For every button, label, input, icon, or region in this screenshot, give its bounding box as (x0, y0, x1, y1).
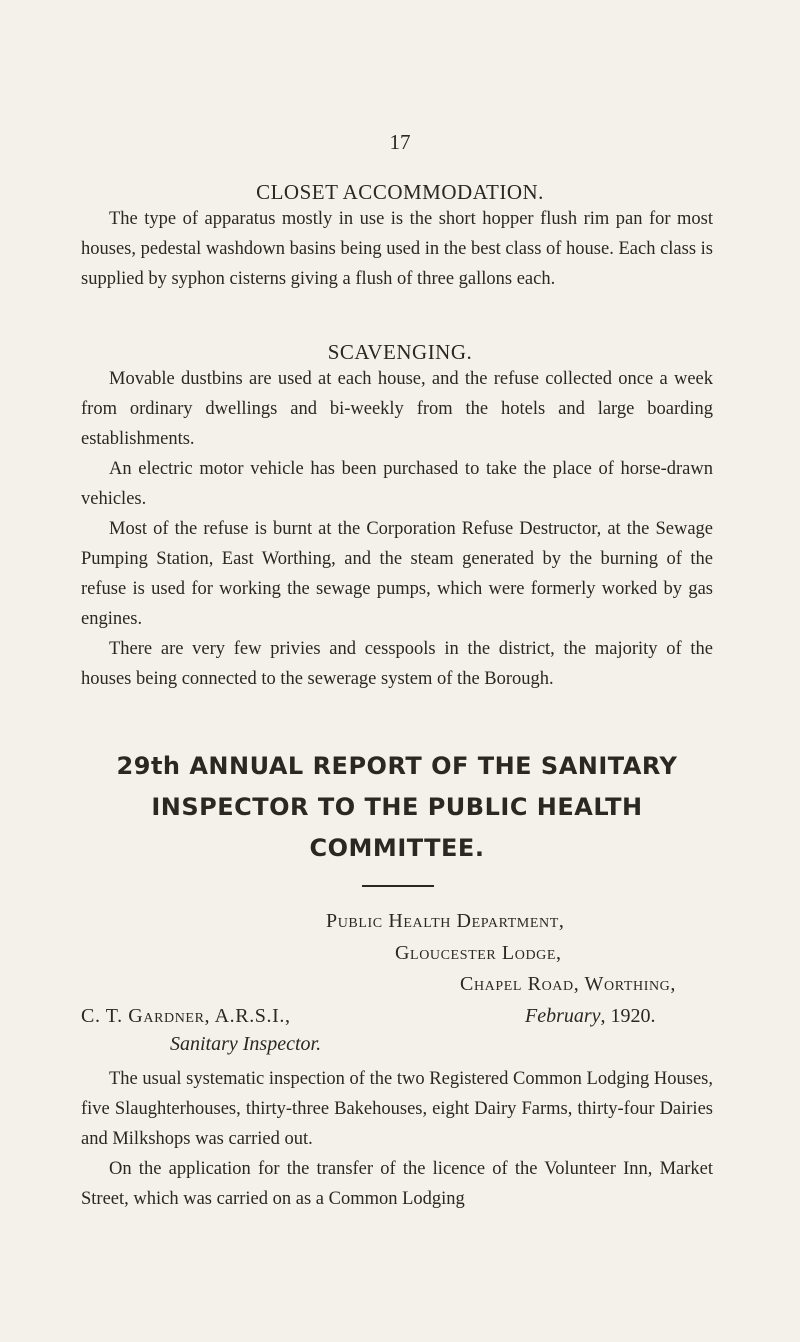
report-date-month: February (525, 1005, 601, 1027)
closet-paragraph: The type of apparatus mostly in use is the short hopper flush rim pan for most houses, pedestal washdown basins being used in the best class of house. Each class is supplied by syphon cisterns giving a flush of three gallons each. (81, 209, 713, 289)
scavenging-paragraph-3: Most of the refuse is burnt at the Corporation Refuse Destructor, at the Sewage Pumping Station, East Worthing, and the steam generated by the burning of the refuse is used for working the sewage pumps, which were formerly worked by gas engines. (81, 519, 713, 629)
scavenging-paragraph-1: Movable dustbins are used at each house, and the refuse collected once a week from ordinary dwellings and bi-weekly from the hotels and large boarding establishments. (81, 369, 713, 449)
scavenging-paragraph-4: There are very few privies and cesspools in the district, the majority of the houses being connected to the sewerage system of the Borough. (81, 639, 713, 689)
page-number: 17 (389, 130, 411, 154)
scavenging-paragraph-2: An electric motor vehicle has been purchased to take the place of horse-drawn vehicles. (81, 459, 713, 509)
closet-heading: CLOSET ACCOMMODATION. (256, 180, 544, 204)
title-divider (362, 885, 434, 887)
author-name: C. T. Gardner, A.R.S.I., (81, 1005, 291, 1027)
scavenging-section (81, 364, 713, 694)
address-line-1: Public Health Department, (326, 910, 565, 932)
report-date-year: , 1920. (600, 1005, 656, 1027)
closet-section (81, 204, 713, 294)
report-title-line-3: COMMITTEE. (309, 834, 485, 862)
report-paragraph-2: On the application for the transfer of the licence of the Volunteer Inn, Market Street, which was carried on as a Common Lodging (81, 1159, 713, 1209)
report-date (525, 1005, 656, 1028)
address-line-3: Chapel Road, Worthing, (460, 973, 676, 995)
report-title-line-1: 29th ANNUAL REPORT OF THE SANITARY (116, 752, 678, 780)
scavenging-heading: SCAVENGING. (327, 340, 473, 364)
report-title-line-2: INSPECTOR TO THE PUBLIC HEALTH (151, 793, 643, 821)
report-paragraph-1: The usual systematic inspection of the two Registered Common Lodging Houses, five Slaughterhouses, thirty-three Bakehouses, eight Dairy Farms, thirty-four Dairies and Milkshops was carried out. (81, 1069, 713, 1149)
address-line-2: Gloucester Lodge, (395, 942, 562, 964)
author-title: Sanitary Inspector. (170, 1033, 322, 1055)
report-body (81, 1064, 713, 1214)
